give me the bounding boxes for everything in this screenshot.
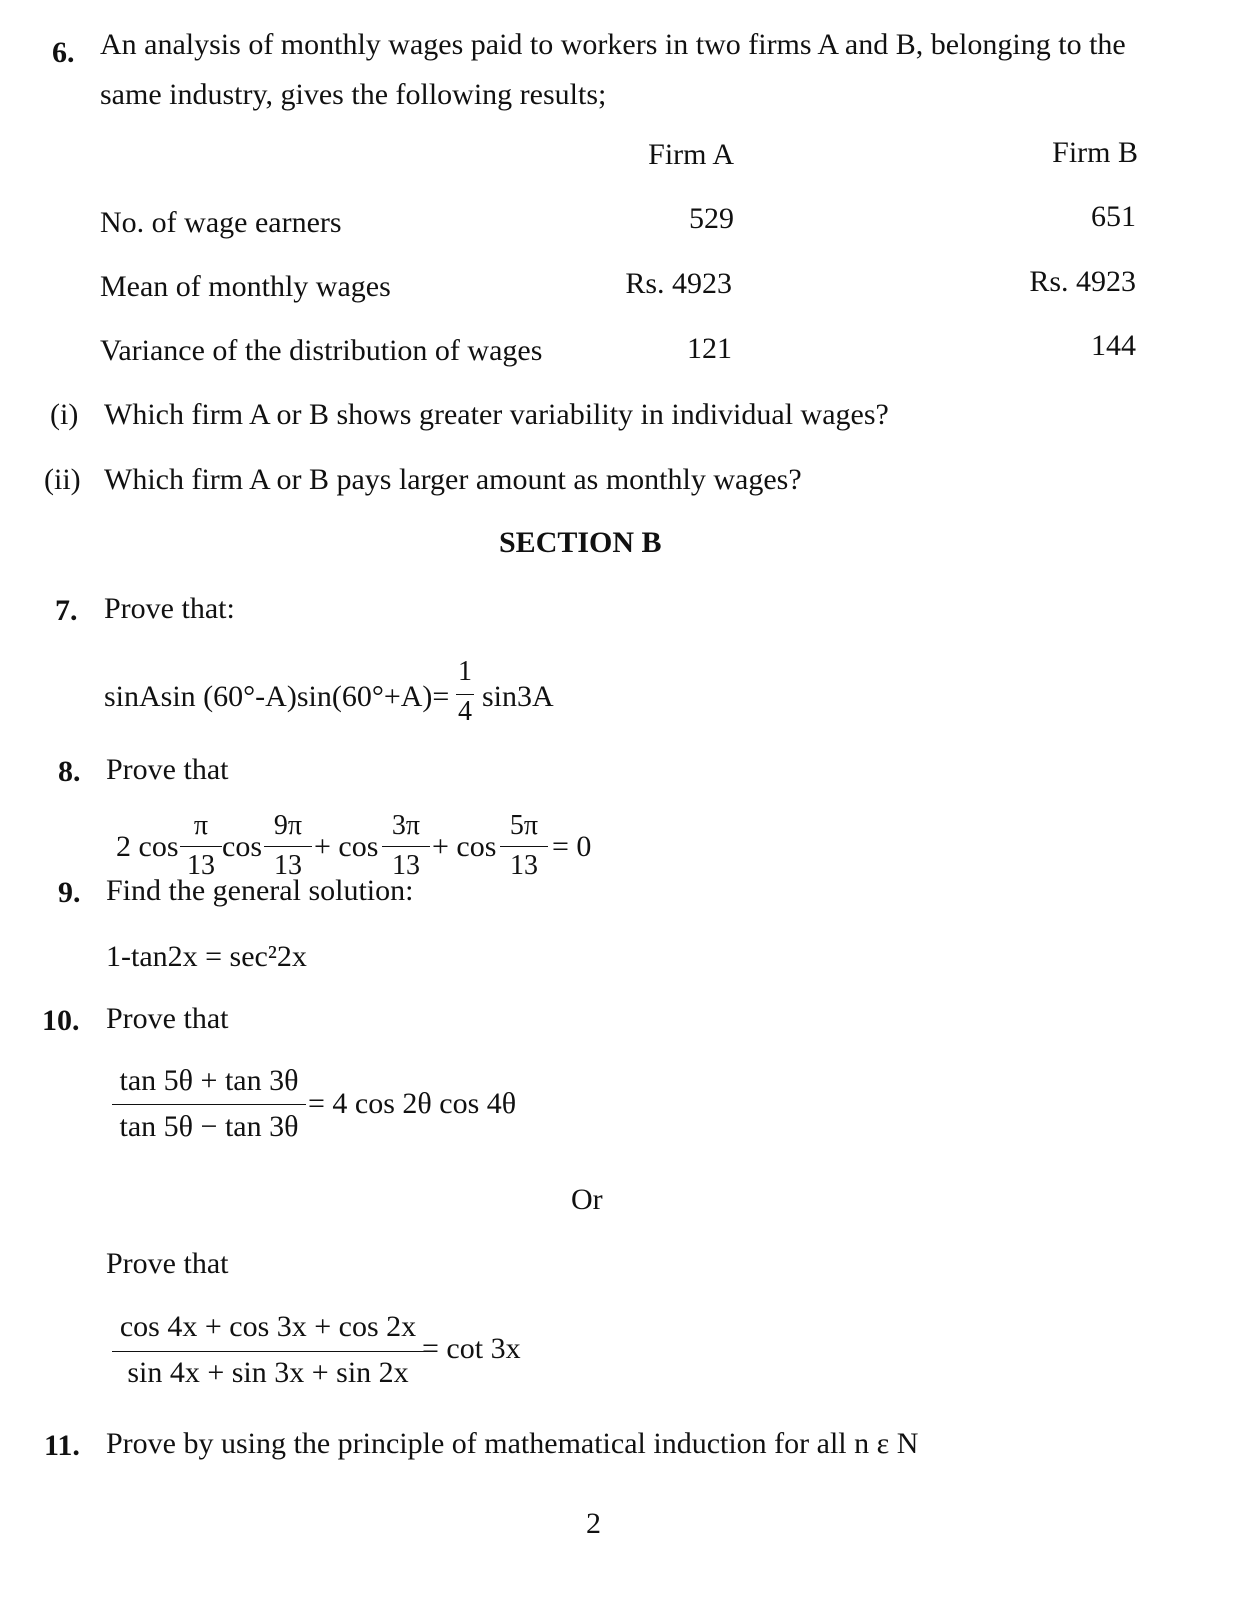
fraction-numerator: 9π xyxy=(273,810,303,841)
q10-frac-denominator: tan 5θ − tan 3θ xyxy=(119,1110,299,1143)
q6-number: 6. xyxy=(52,36,75,69)
fraction-numerator: 3π xyxy=(391,810,421,841)
q10-fraction xyxy=(112,1064,306,1148)
q8-fraction-4 xyxy=(500,810,548,886)
q8-cos2: cos xyxy=(222,830,262,863)
q6-sub1-text: Which firm A or B shows greater variability in individual wages? xyxy=(104,398,889,431)
page-number: 2 xyxy=(586,1507,601,1540)
fraction-numerator: 5π xyxy=(509,810,539,841)
row-label-wage-earners: No. of wage earners xyxy=(100,206,342,239)
q6-sub2-text: Which firm A or B pays larger amount as monthly wages? xyxy=(104,463,802,496)
q10-rhs: = 4 cos 2θ cos 4θ xyxy=(308,1087,517,1120)
q7-fraction xyxy=(452,656,478,732)
firm-a-value: Rs. 4923 xyxy=(625,267,732,300)
or-separator: Or xyxy=(571,1183,603,1216)
fraction-numerator: π xyxy=(193,810,209,841)
q10-number: 10. xyxy=(42,1004,80,1037)
table-header-firm-b: Firm B xyxy=(1052,136,1138,169)
firm-a-value: 121 xyxy=(687,332,732,365)
q9-equation: 1-tan2x = sec²2x xyxy=(106,940,307,973)
q9-number: 9. xyxy=(58,876,81,909)
firm-b-value: 144 xyxy=(1091,329,1136,362)
q10-alt-frac-numerator: cos 4x + cos 3x + cos 2x xyxy=(119,1310,417,1343)
row-label-variance: Variance of the distribution of wages xyxy=(100,334,543,367)
fraction-denominator: 13 xyxy=(274,850,302,881)
q10-frac-numerator: tan 5θ + tan 3θ xyxy=(119,1064,299,1097)
firm-b-value: Rs. 4923 xyxy=(1029,265,1136,298)
fraction-bar xyxy=(112,1104,306,1105)
q11-number: 11. xyxy=(44,1429,80,1462)
q10-alt-rhs: = cot 3x xyxy=(422,1332,521,1365)
q6-sub2-label: (ii) xyxy=(44,463,81,496)
q10-prompt: Prove that xyxy=(106,1002,229,1035)
q8-coef: 2 cos xyxy=(116,830,179,863)
fraction-bar xyxy=(180,846,222,847)
q7-number: 7. xyxy=(55,594,78,627)
q8-prompt: Prove that xyxy=(106,753,229,786)
section-title: SECTION B xyxy=(499,526,662,559)
q7-frac-numerator: 1 xyxy=(458,656,472,687)
fraction-denominator: 13 xyxy=(392,850,420,881)
q10-alt-frac-denominator: sin 4x + sin 3x + sin 2x xyxy=(127,1356,409,1389)
fraction-bar xyxy=(264,846,312,847)
q7-rhs: sin3A xyxy=(482,680,554,713)
fraction-denominator: 13 xyxy=(510,850,538,881)
fraction-bar xyxy=(500,846,548,847)
fraction-denominator: 13 xyxy=(187,850,215,881)
q6-text-line2: same industry, gives the following results; xyxy=(100,78,607,111)
fraction-bar xyxy=(112,1351,424,1352)
firm-a-value: 529 xyxy=(689,202,734,235)
q7-prompt: Prove that: xyxy=(104,592,235,625)
q8-number: 8. xyxy=(58,755,81,788)
q11-text: Prove by using the principle of mathematical induction for all n ε N xyxy=(106,1427,919,1460)
row-label-mean-wages: Mean of monthly wages xyxy=(100,270,391,303)
q9-prompt: Find the general solution: xyxy=(106,874,414,907)
firm-b-value: 651 xyxy=(1091,200,1136,233)
q6-sub1-label: (i) xyxy=(50,398,79,431)
q6-text-line1: An analysis of monthly wages paid to workers in two firms A and B, belonging to the xyxy=(100,28,1126,61)
q10-alt-fraction xyxy=(112,1310,424,1394)
q8-plus-cos-a: + cos xyxy=(314,830,379,863)
table-header-firm-a: Firm A xyxy=(648,138,734,171)
q7-frac-denominator: 4 xyxy=(458,696,472,727)
q7-lhs: sinAsin (60°-A)sin(60°+A)= xyxy=(104,680,450,713)
q8-rhs: = 0 xyxy=(552,830,592,863)
q8-plus-cos-b: + cos xyxy=(432,830,497,863)
fraction-bar xyxy=(456,694,474,695)
fraction-bar xyxy=(382,846,430,847)
q10-alt-prompt: Prove that xyxy=(106,1247,229,1280)
